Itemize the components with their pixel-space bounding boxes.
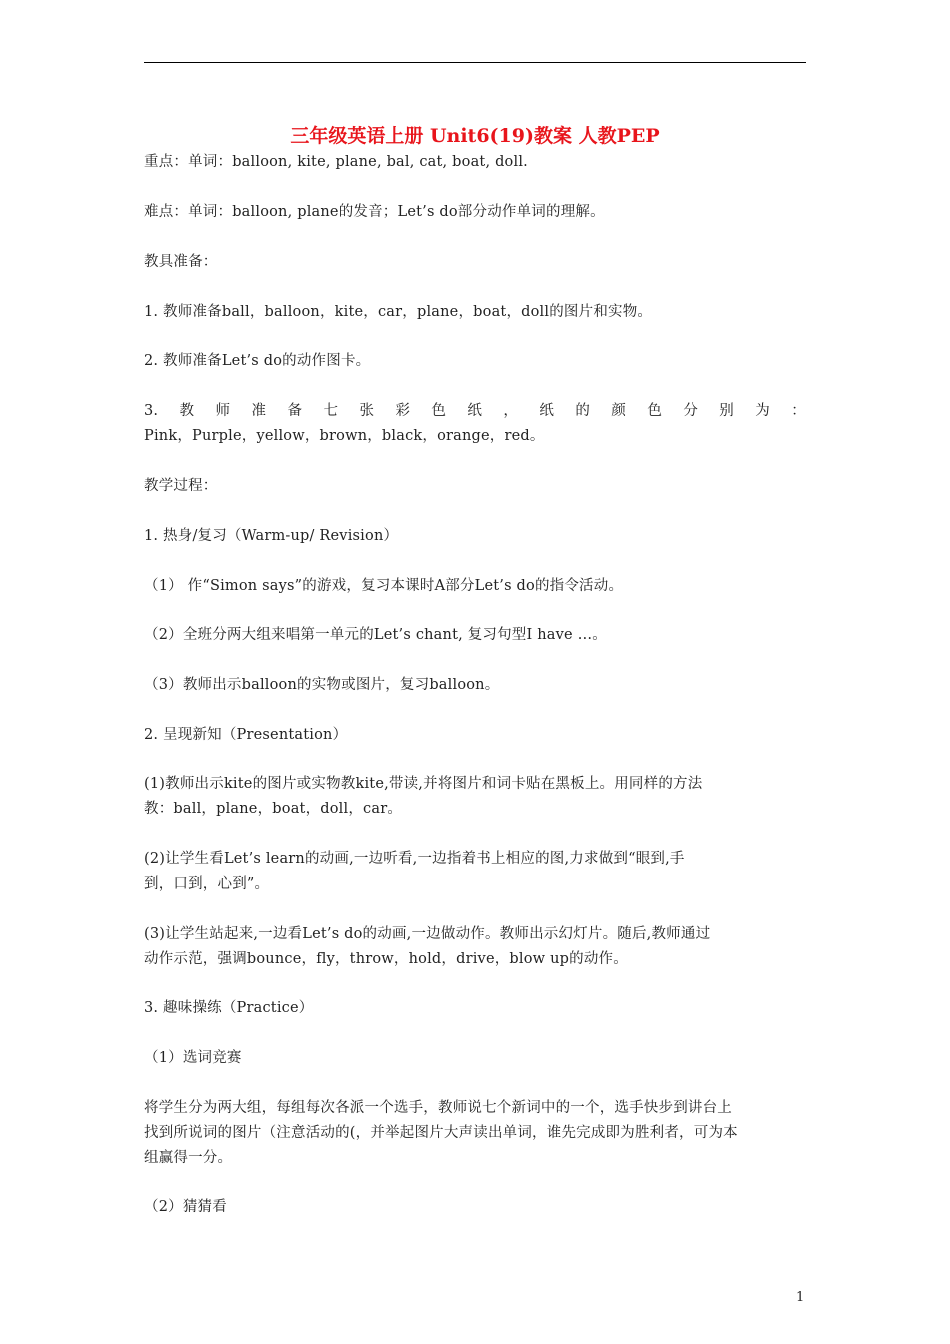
materials-item-3-char: 色 <box>431 403 447 419</box>
warmup-step-3: （3）教师出示balloon的实物或图片，复习balloon。 <box>144 677 500 693</box>
materials-item-3-char: 七 <box>323 403 339 419</box>
practice-heading: 3. 趣味操练（Practice） <box>144 1000 314 1016</box>
materials-item-3-char: 别 <box>719 403 734 419</box>
materials-item-3-char: 纸 <box>467 403 483 419</box>
document-title: 三年级英语上册 Unit6(19)教案 人教PEP <box>290 125 660 147</box>
materials-item-3-char: 3. <box>144 403 159 419</box>
materials-item-3-char: 分 <box>683 403 699 419</box>
materials-item-3-char: 色 <box>647 403 663 419</box>
materials-item-3-char: ， <box>503 403 519 419</box>
warmup-step-1: （1） 作“Simon says”的游戏，复习本课时A部分Let’s do的指令活动。 <box>144 578 624 594</box>
materials-item-3-char: 教 <box>179 403 195 419</box>
presentation-step-3-line-1: (3)让学生站起来,一边看Let’s do的动画,一边做动作。教师出示幻灯片。随后,教师通过 <box>144 926 711 942</box>
header-rule <box>144 62 806 63</box>
practice-step-1-heading: （1）选词竞赛 <box>144 1050 242 1066</box>
difficult-points: 难点：单词：balloon, plane的发音；Let’s do部分动作单词的理解。 <box>144 204 605 220</box>
page-number: 1 <box>796 1290 805 1305</box>
presentation-step-3-line-2: 动作示范，强调bounce，fly，throw，hold，drive，blow up的动作。 <box>144 951 628 967</box>
materials-item-3-char: 纸 <box>539 403 555 419</box>
materials-item-3-line-2: Pink，Purple，yellow，brown，black，orange，red。 <box>144 428 545 444</box>
materials-heading: 教具准备： <box>144 254 218 270</box>
presentation-step-1-line-2: 教：ball，plane，boat，doll，car。 <box>144 801 403 817</box>
competition-line-2: 找到所说词的图片（注意活动的(，并举起图片大声读出单词，谁先完成即为胜利者，可为本 <box>144 1125 738 1141</box>
presentation-step-1-line-1: (1)教师出示kite的图片或实物教kite,带读,并将图片和词卡贴在黑板上。用同样的方法 <box>144 776 703 792</box>
key-points: 重点：单词：balloon, kite, plane, bal, cat, boat, doll. <box>144 154 528 170</box>
presentation-step-2 <box>144 847 806 897</box>
materials-item-3-char: 张 <box>359 403 375 419</box>
materials-item-3-char: 彩 <box>395 403 411 419</box>
competition-line-3: 组赢得一分。 <box>144 1150 233 1166</box>
competition-description <box>144 1096 806 1171</box>
presentation-step-3 <box>144 922 806 972</box>
materials-item-3-char: 师 <box>215 403 231 419</box>
materials-item-3-char: 的 <box>575 403 591 419</box>
presentation-step-2-line-2: 到，口到，心到”。 <box>144 876 270 892</box>
warmup-heading: 1. 热身/复习（Warm-up/ Revision） <box>144 528 399 544</box>
materials-item-2: 2. 教师准备Let’s do的动作图卡。 <box>144 353 371 369</box>
materials-item-3-char: ： <box>791 403 806 419</box>
materials-item-3 <box>144 399 806 449</box>
presentation-step-2-line-1: (2)让学生看Let’s learn的动画,一边听看,一边指着书上相应的图,力求做到“眼到,手 <box>144 851 685 867</box>
materials-item-3-line-1 <box>144 399 806 424</box>
warmup-step-2: （2）全班分两大组来唱第一单元的Let’s chant, 复习句型I have …。 <box>144 627 608 643</box>
competition-line-1: 将学生分为两大组，每组每次各派一个选手，教师说七个新词中的一个，选手快步到讲台上 <box>144 1100 732 1116</box>
process-heading: 教学过程： <box>144 478 218 494</box>
materials-item-3-char: 备 <box>287 403 303 419</box>
presentation-heading: 2. 呈现新知（Presentation） <box>144 727 348 743</box>
materials-item-3-char: 颜 <box>611 403 627 419</box>
materials-item-1: 1. 教师准备ball，balloon，kite，car，plane，boat，doll的图片和实物。 <box>144 304 653 320</box>
materials-item-3-char: 为 <box>755 403 770 419</box>
presentation-step-1 <box>144 772 806 822</box>
practice-step-2-heading: （2）猜猜看 <box>144 1199 227 1215</box>
materials-item-3-char: 准 <box>251 403 267 419</box>
